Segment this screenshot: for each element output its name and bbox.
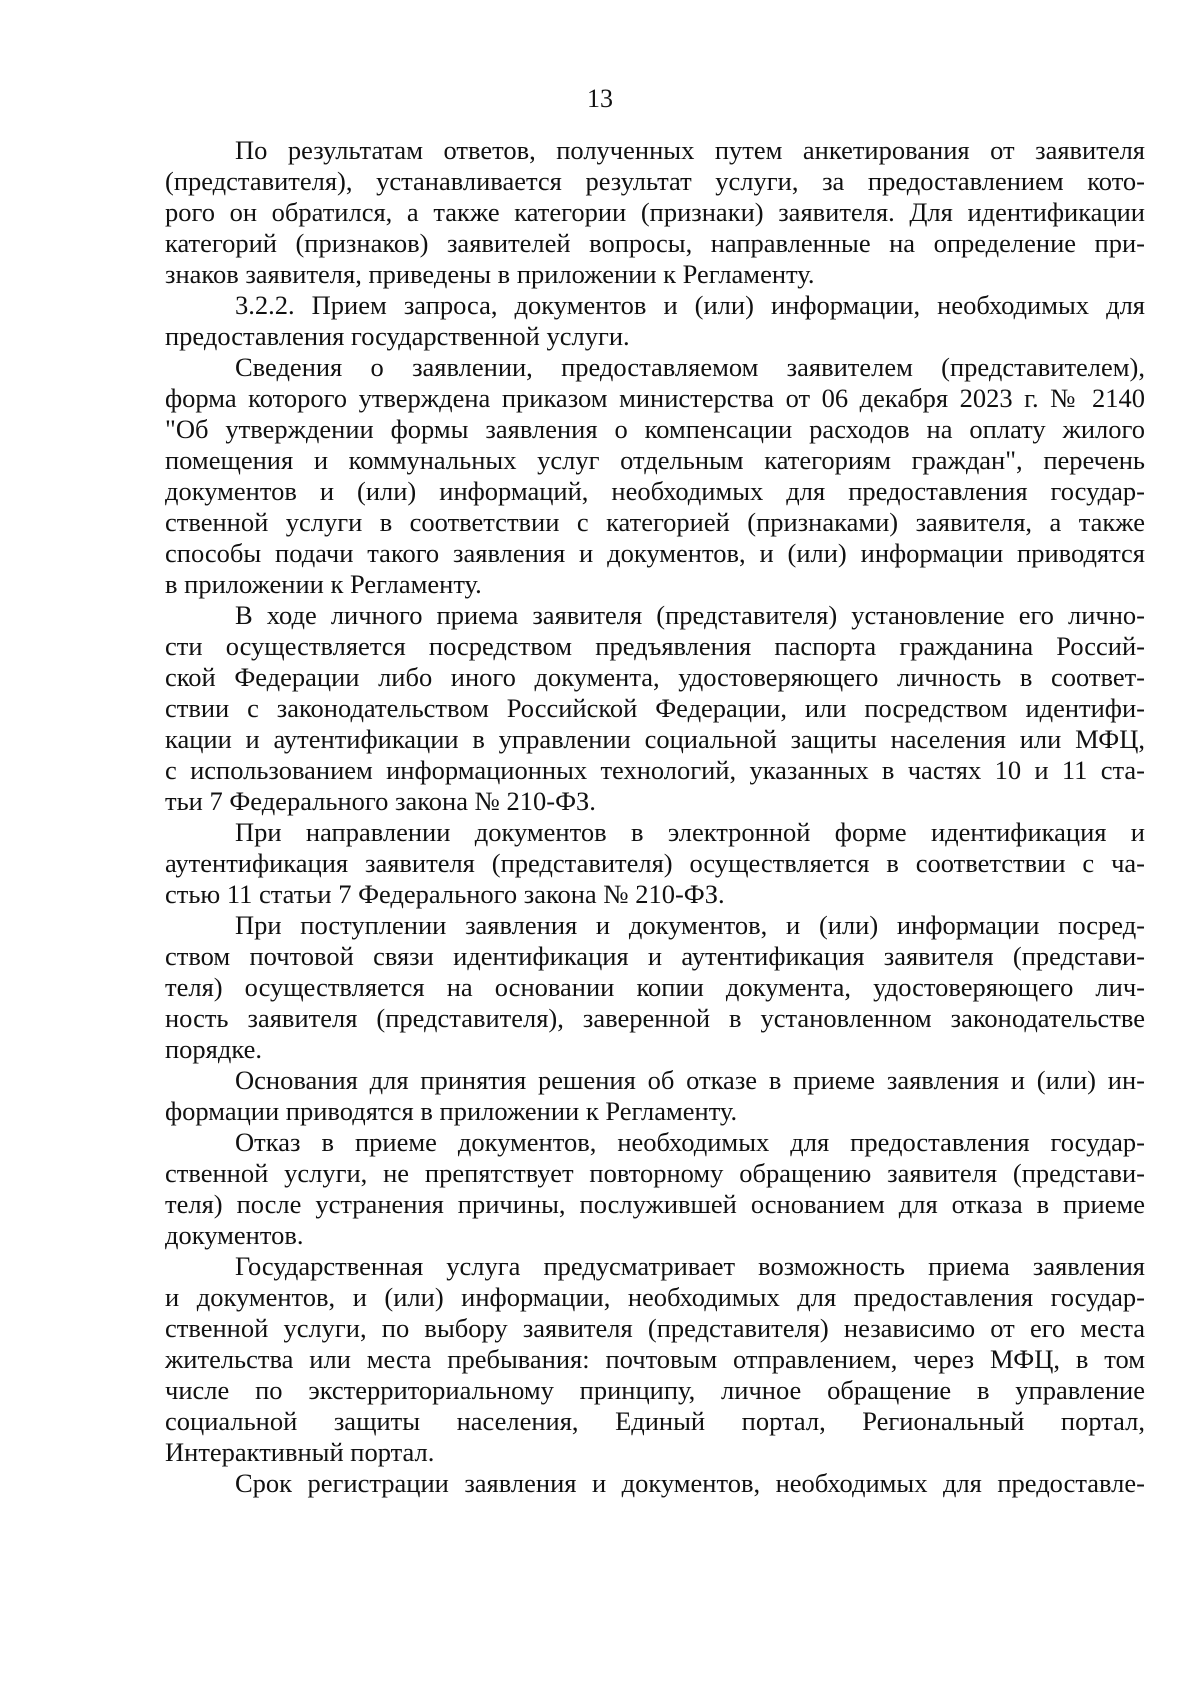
text-line: В ходе личного приема заявителя (представителя) установление его лично- [235, 600, 1145, 630]
text-line: числе по экстерриториальному принципу, личное обращение в управление [165, 1375, 1145, 1405]
text-line: документов. [165, 1220, 304, 1250]
text-line: жительства или места пребывания: почтовым отправлением, через МФЦ, в том [165, 1344, 1145, 1374]
text-line: и документов, и (или) информации, необходимых для предоставления государ- [165, 1282, 1145, 1312]
text-line: порядке. [165, 1034, 262, 1064]
text-line: Срок регистрации заявления и документов, необходимых для предоставле- [235, 1468, 1145, 1498]
text-line: способы подачи такого заявления и документов, и (или) информации приводятся [165, 538, 1145, 568]
text-line: ством почтовой связи идентификация и аутентификация заявителя (представи- [165, 941, 1145, 971]
text-line: ственной услуги, по выбору заявителя (представителя) независимо от его места [165, 1313, 1145, 1343]
text-line: ской Федерации либо иного документа, удостоверяющего личность в соответ- [165, 662, 1145, 692]
text-line: Основания для принятия решения об отказе в приеме заявления и (или) ин- [235, 1065, 1145, 1095]
text-line: Отказ в приеме документов, необходимых для предоставления государ- [235, 1127, 1145, 1157]
text-line: категорий (признаков) заявителей вопросы, направленные на определение при- [165, 228, 1145, 258]
text-line: кации и аутентификации в управлении социальной защиты населения или МФЦ, [165, 724, 1145, 754]
text-line: Государственная услуга предусматривает возможность приема заявления [235, 1251, 1145, 1281]
text-line: тьи 7 Федерального закона № 210-ФЗ. [165, 786, 596, 816]
text-line: При направлении документов в электронной форме идентификация и [235, 817, 1145, 847]
text-line: ственной услуги в соответствии с категорией (признаками) заявителя, а также [165, 507, 1145, 537]
text-line: теля) после устранения причины, послужившей основанием для отказа в приеме [165, 1189, 1145, 1219]
text-line: 3.2.2. Прием запроса, документов и (или) информации, необходимых для [235, 290, 1145, 320]
text-line: При поступлении заявления и документов, и (или) информации посред- [235, 910, 1145, 940]
text-line: Сведения о заявлении, предоставляемом заявителем (представителем), [235, 352, 1145, 382]
text-line: По результатам ответов, полученных путем анкетирования от заявителя [235, 135, 1145, 165]
text-line: помещения и коммунальных услуг отдельным категориям граждан", перечень [165, 445, 1145, 475]
text-line: рого он обратился, а также категории (признаки) заявителя. Для идентификации [165, 197, 1145, 227]
text-line: ственной услуги, не препятствует повторному обращению заявителя (представи- [165, 1158, 1145, 1188]
text-line: Интерактивный портал. [165, 1437, 435, 1467]
text-line: формации приводятся в приложении к Регламенту. [165, 1096, 738, 1126]
text-line: "Об утверждении формы заявления о компенсации расходов на оплату жилого [165, 414, 1145, 444]
text-line: форма которого утверждена приказом министерства от 06 декабря 2023 г. № 2140 [165, 383, 1145, 413]
text-line: в приложении к Регламенту. [165, 569, 482, 599]
text-line: аутентификация заявителя (представителя) осуществляется в соответствии с ча- [165, 848, 1145, 878]
text-line: предоставления государственной услуги. [165, 321, 630, 351]
text-line: стью 11 статьи 7 Федерального закона № 210-ФЗ. [165, 879, 725, 909]
text-line: с использованием информационных технологий, указанных в частях 10 и 11 ста- [165, 755, 1145, 785]
text-line: теля) осуществляется на основании копии документа, удостоверяющего лич- [165, 972, 1145, 1002]
text-line: документов и (или) информаций, необходимых для предоставления государ- [165, 476, 1145, 506]
text-line: (представителя), устанавливается результат услуги, за предоставлением кото- [165, 166, 1145, 196]
text-line: знаков заявителя, приведены в приложении к Регламенту. [165, 259, 815, 289]
text-line: ность заявителя (представителя), заверенной в установленном законодательстве [165, 1003, 1145, 1033]
text-line: социальной защиты населения, Единый портал, Региональный портал, [165, 1406, 1145, 1436]
text-line: сти осуществляется посредством предъявления паспорта гражданина Россий- [165, 631, 1145, 661]
text-line: ствии с законодательством Российской Федерации, или посредством идентифи- [165, 693, 1145, 723]
page-number: 13 [587, 84, 613, 113]
